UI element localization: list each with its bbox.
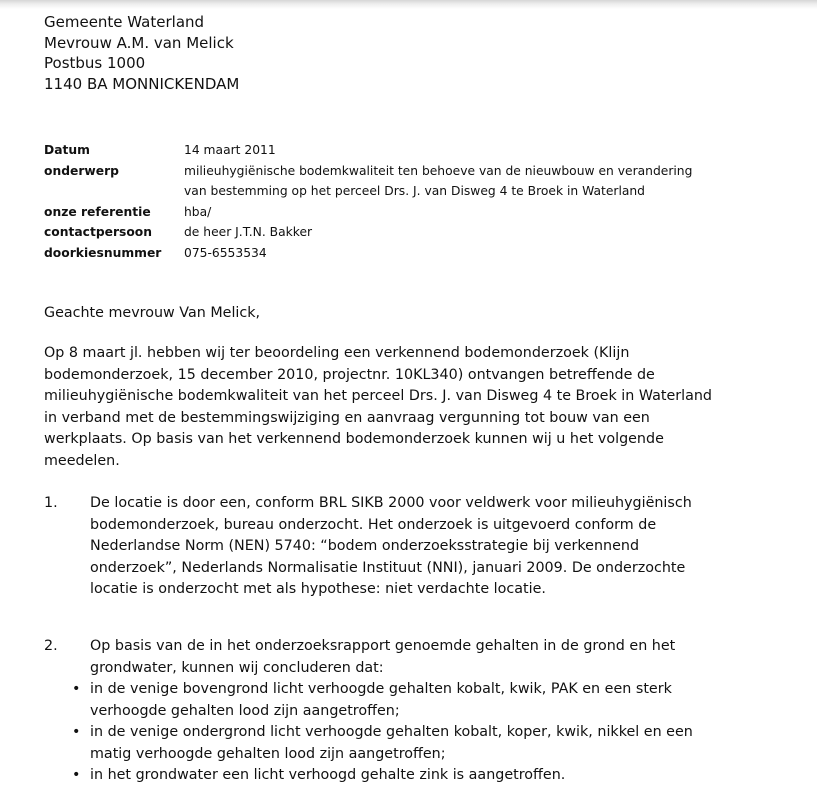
bullet-icon: • bbox=[72, 681, 81, 697]
address-line: 1140 BA MONNICKENDAM bbox=[44, 74, 240, 93]
meta-label: onze referentie bbox=[44, 204, 151, 219]
salutation: Geachte mevrouw Van Melick, bbox=[44, 305, 261, 321]
meta-label: onderwerp bbox=[44, 163, 119, 178]
text-line: in het grondwater een licht verhoogd gehalte zink is aangetroffen. bbox=[90, 767, 566, 783]
meta-row-doorkiesnummer bbox=[44, 243, 692, 264]
bullet-list bbox=[72, 679, 693, 787]
text-line: in de venige bovengrond licht verhoogde gehalten kobalt, kwik, PAK en een sterk bbox=[90, 681, 672, 697]
text-line: in verband met de bestemmingswijziging en aanvraag vergunning tot bouw van een bbox=[44, 409, 650, 426]
meta-row-contactpersoon bbox=[44, 222, 692, 243]
text-line: matig verhoogde gehalten lood zijn aangetroffen; bbox=[90, 745, 446, 762]
meta-label: doorkiesnummer bbox=[44, 245, 162, 260]
item-number: 2. bbox=[44, 638, 58, 654]
meta-label: Datum bbox=[44, 143, 90, 157]
bullet-item bbox=[72, 765, 693, 787]
meta-row-referentie bbox=[44, 202, 692, 223]
text-line: werkplaats. Op basis van het verkennend bodemonderzoek kunnen wij u het volgende bbox=[44, 431, 664, 447]
text-line: De locatie is door een, conform BRL SIKB 2000 voor veldwerk voor milieuhygiënisch bbox=[90, 495, 692, 511]
meta-row-onderwerp-cont bbox=[44, 181, 692, 202]
address-line: Gemeente Waterland bbox=[44, 13, 205, 31]
bullet-text bbox=[72, 765, 693, 787]
text-line: bodemonderzoek, 15 december 2010, projectnr. 10KL340) ontvangen betreffende de bbox=[44, 366, 655, 383]
address-line: Postbus 1000 bbox=[44, 54, 146, 72]
text-line: Op 8 maart jl. hebben wij ter beoordeling een verkennend bodemonderzoek (Klijn bbox=[44, 345, 630, 361]
bullet-icon: • bbox=[72, 724, 81, 740]
text-line: verhoogde gehalten lood zijn aangetroffen; bbox=[90, 702, 400, 719]
recipient-address bbox=[44, 12, 239, 94]
meta-value: milieuhygiënische bodemkwaliteit ten behoeve van de nieuwbouw en verandering bbox=[184, 163, 693, 178]
text-line: meedelen. bbox=[44, 452, 120, 469]
text-line: Nederlandse Norm (NEN) 5740: “bodem onderzoeksstrategie bij verkennend bbox=[90, 538, 640, 554]
meta-value: de heer J.T.N. Bakker bbox=[184, 225, 313, 239]
text-line: milieuhygiënische bodemkwaliteit van het perceel Drs. J. van Disweg 4 te Broek in Waterland bbox=[44, 388, 713, 404]
meta-label-empty bbox=[44, 181, 184, 202]
meta-label: contactpersoon bbox=[44, 225, 153, 239]
meta-value: 14 maart 2011 bbox=[184, 143, 276, 157]
letter-metadata bbox=[44, 140, 692, 263]
bullet-text bbox=[72, 722, 693, 765]
meta-value: van bestemming op het perceel Drs. J. van Disweg 4 te Broek in Waterland bbox=[184, 184, 645, 198]
text-line: onderzoek”, Nederlands Normalisatie Instituut (NNI), januari 2009. De onderzochte bbox=[90, 559, 686, 576]
meta-value: hba/ bbox=[184, 204, 212, 219]
text-line: Op basis van de in het onderzoeksrapport genoemde gehalten in de grond en het bbox=[90, 638, 676, 654]
bullet-item bbox=[72, 679, 693, 722]
item-number: 1. bbox=[44, 495, 58, 511]
page-top-shadow bbox=[0, 0, 817, 9]
item-text bbox=[90, 493, 692, 601]
text-line: locatie is onderzocht met als hypothese: niet verdachte locatie. bbox=[90, 581, 546, 597]
intro-paragraph bbox=[44, 343, 712, 472]
text-line: grondwater, kunnen wij concluderen dat: bbox=[90, 659, 384, 676]
text-line: in de venige ondergrond licht verhoogde gehalten kobalt, koper, kwik, nikkel en een bbox=[90, 724, 693, 740]
bullet-icon: • bbox=[72, 767, 81, 783]
item-text bbox=[90, 636, 675, 679]
bullet-item bbox=[72, 722, 693, 765]
bullet-text bbox=[72, 679, 693, 722]
meta-value: 075-6553534 bbox=[184, 245, 267, 260]
address-line: Mevrouw A.M. van Melick bbox=[44, 33, 234, 52]
meta-row-onderwerp bbox=[44, 161, 692, 182]
meta-row-datum bbox=[44, 140, 692, 161]
text-line: bodemonderzoek, bureau onderzocht. Het onderzoek is uitgevoerd conform de bbox=[90, 516, 657, 533]
